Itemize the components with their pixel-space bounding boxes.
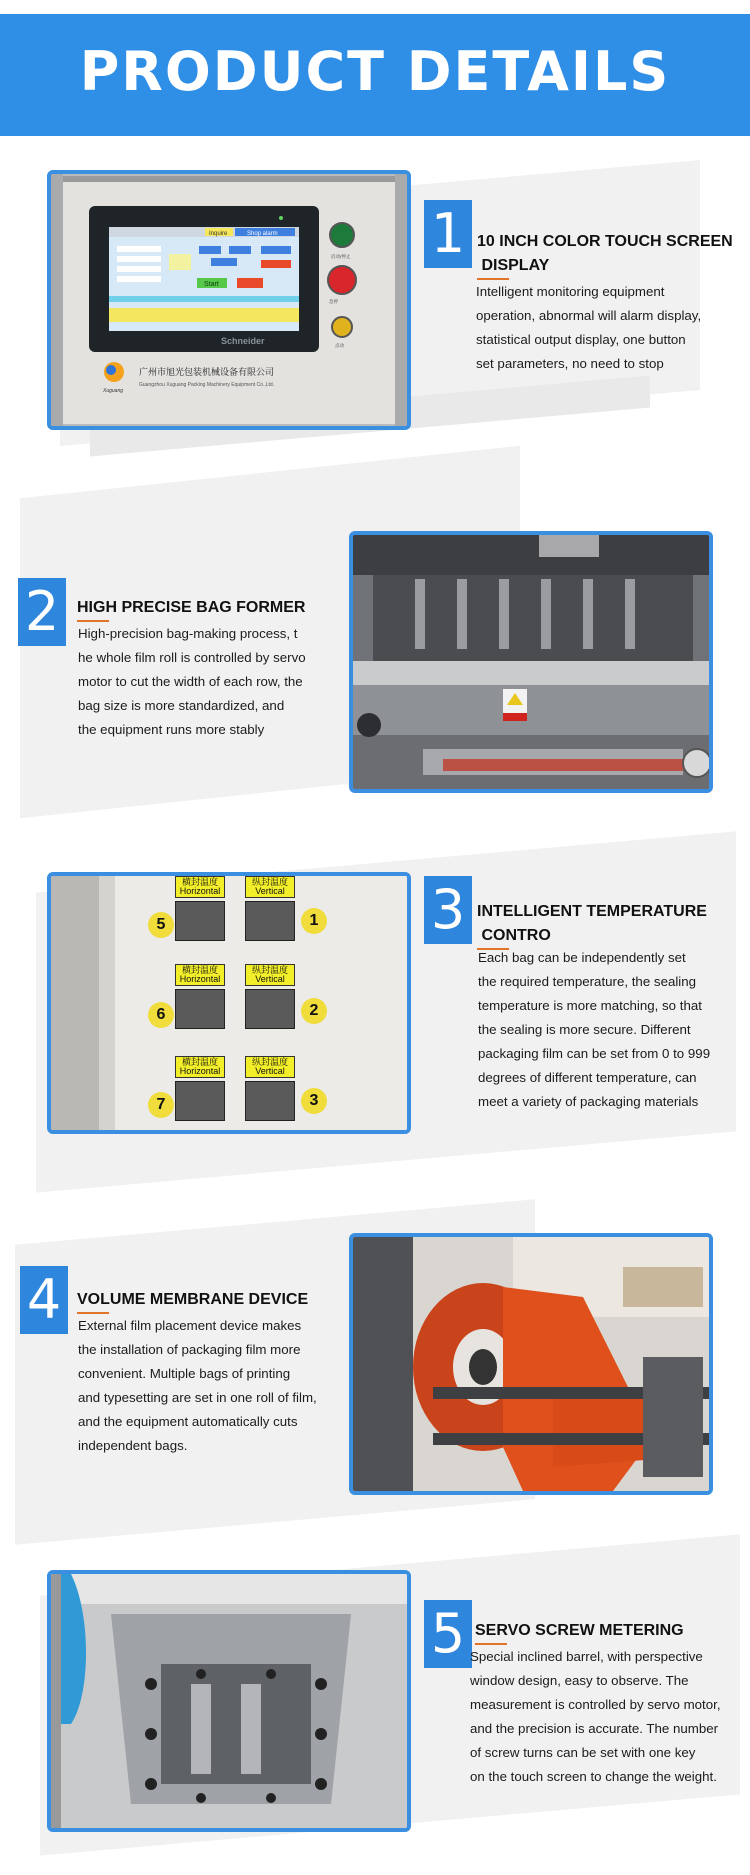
controller-number-badge: 1 — [301, 908, 327, 934]
feature-title-4: VOLUME MEMBRANE DEVICE — [77, 1288, 308, 1312]
touch-screen-panel-image — [51, 174, 407, 426]
controller-display — [245, 1081, 295, 1121]
film-roll-photo — [349, 1233, 713, 1495]
touch-screen-photo — [47, 170, 411, 430]
screen-start-label: Start — [204, 281, 219, 288]
controller-display — [175, 901, 225, 941]
screen-tab-alarm: Shop alarm — [247, 231, 278, 237]
feature-number-5: 5 — [424, 1600, 472, 1668]
screw-metering-photo — [47, 1570, 411, 1832]
controller-number-badge: 3 — [301, 1088, 327, 1114]
controller-number-badge: 2 — [301, 998, 327, 1024]
feature-desc-1: Intelligent monitoring equipment operation, abnormal will alarm display, statistical output display, one button set parameters, no need to stop — [476, 284, 702, 371]
controller-number-badge: 5 — [148, 912, 174, 938]
company-name-cn: 广州市旭光包装机械设备有限公司 — [139, 368, 275, 378]
controller-number-badge: 6 — [148, 1002, 174, 1028]
bag-former-image — [353, 535, 709, 789]
feature-number-3: 3 — [424, 876, 472, 944]
screw-metering-image — [51, 1574, 407, 1828]
feature-desc-5: Special inclined barrel, with perspective window design, easy to observe. The measurement is controlled by servo motor, and the precision is accurate. The number of screw turns can be set with one key on the touch screen to change the weight. — [470, 1649, 721, 1784]
controller-unit: 横封温度 Horizontal — [175, 964, 225, 1029]
feature-desc-3: Each bag can be independently set the required temperature, the sealing temperature is more matching, so that the sealing is more secure. Different packaging film can be set from 0 to 999 degrees of different temperature, can meet a variety of packaging materials — [478, 950, 711, 1109]
feature-desc-4: External film placement device makes the installation of packaging film more convenient. Multiple bags of printing and typesetting are set in one roll of film, and the equipment automatically cuts independent bags. — [78, 1318, 317, 1453]
feature-desc-2: High-precision bag-making process, t he whole film roll is controlled by servo motor to cut the width of each row, the bag size is more standardized, and the equipment runs more stably — [78, 626, 306, 737]
controller-unit: 纵封温度 Vertical — [245, 876, 295, 941]
controller-unit: 纵封温度 Vertical — [245, 964, 295, 1029]
feature-number-2: 2 — [18, 578, 66, 646]
page-title: PRODUCT DETAILS — [79, 40, 671, 103]
company-name-en: Guangzhou Xuguang Packing Machinery Equipment Co.,Ltd. — [139, 382, 275, 388]
controller-unit: 纵封温度 Vertical — [245, 1056, 295, 1121]
svg-text:点动: 点动 — [335, 344, 344, 349]
controller-display — [175, 989, 225, 1029]
temperature-controller-photo — [47, 872, 411, 1134]
film-roll-image — [353, 1237, 709, 1491]
controller-unit: 横封温度 Horizontal — [175, 876, 225, 941]
feature-title-3: INTELLIGENT TEMPERATURE CONTRO — [477, 900, 707, 948]
feature-title-2: HIGH PRECISE BAG FORMER — [77, 596, 305, 620]
screen-tab-inquire: Inquire — [209, 231, 228, 237]
feature-number-4: 4 — [20, 1266, 68, 1334]
feature-number-1: 1 — [424, 200, 472, 268]
controller-display — [245, 989, 295, 1029]
controller-display — [245, 901, 295, 941]
bag-former-photo — [349, 531, 713, 793]
screen-brand: Schneider — [221, 336, 265, 346]
controller-display — [175, 1081, 225, 1121]
controller-grid — [51, 876, 407, 1130]
controller-number-badge: 7 — [148, 1092, 174, 1118]
svg-text:启动/停止: 启动/停止 — [331, 255, 351, 260]
feature-title-1: 10 INCH COLOR TOUCH SCREEN DISPLAY — [477, 230, 733, 278]
svg-text:急停: 急停 — [329, 300, 338, 305]
feature-title-5: SERVO SCREW METERING — [475, 1619, 684, 1643]
controller-unit: 横封温度 Horizontal — [175, 1056, 225, 1121]
company-logo-text: Xuguang — [103, 388, 124, 394]
